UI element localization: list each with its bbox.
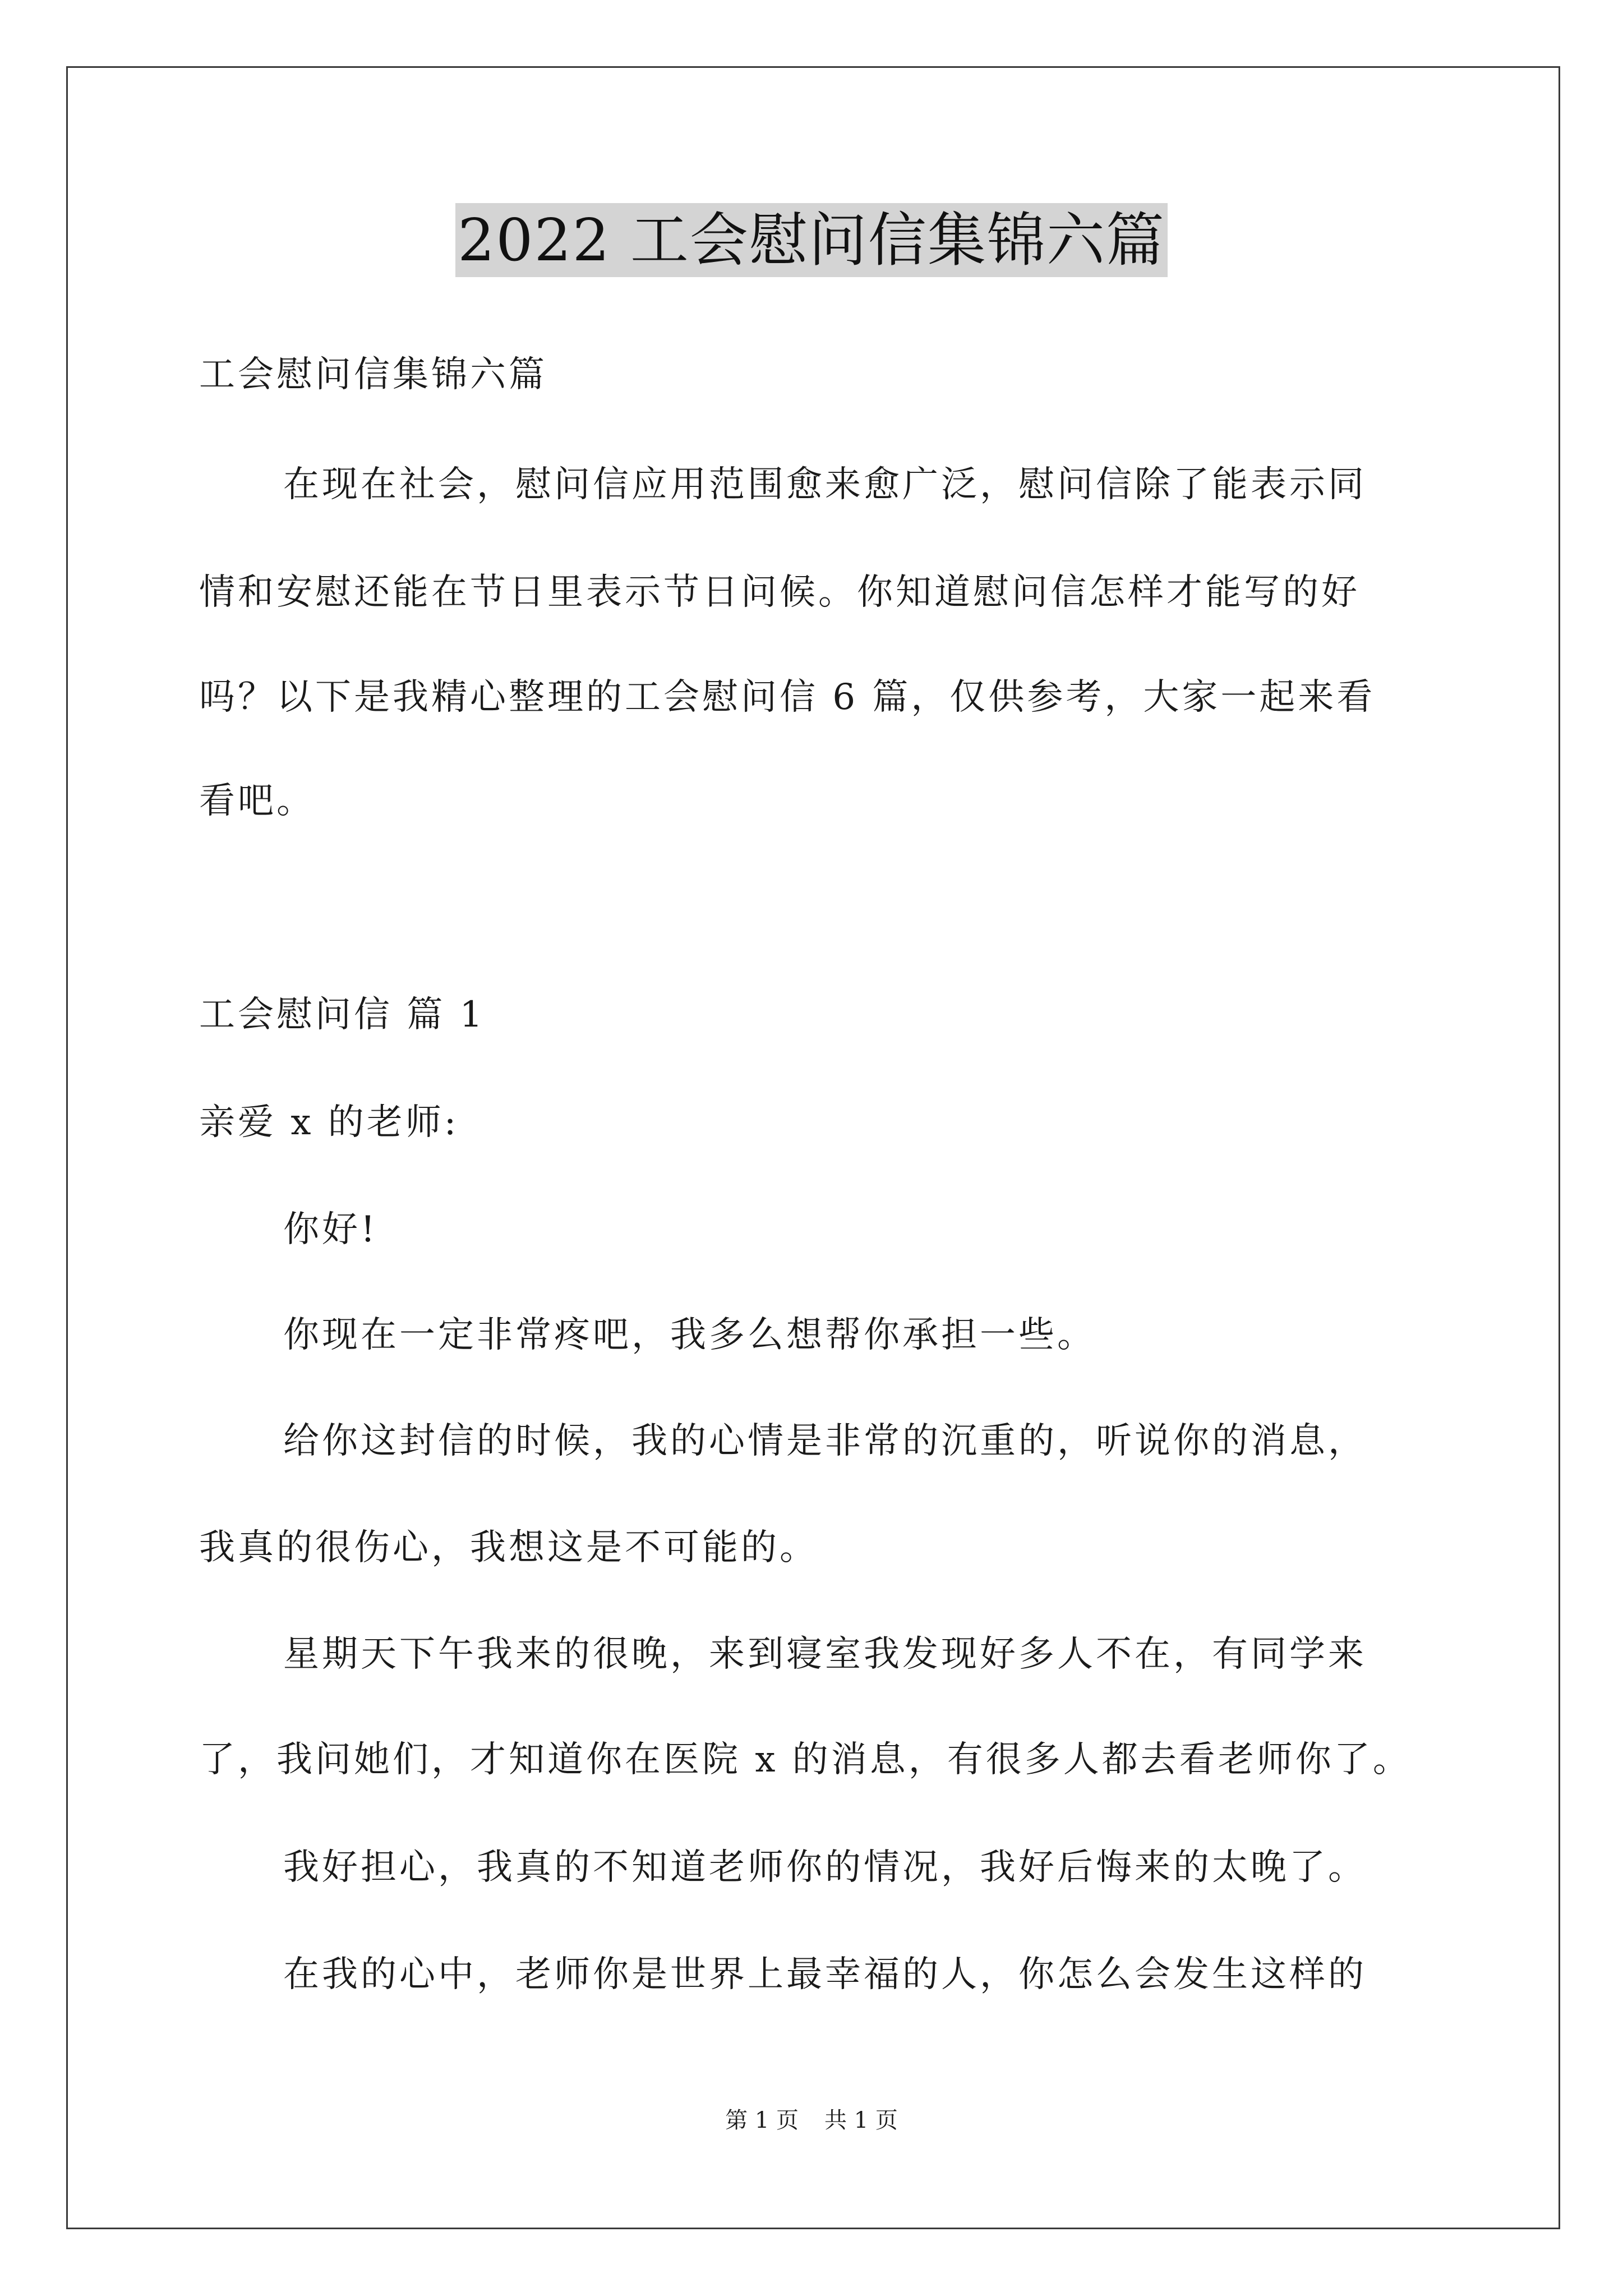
letter-body-line: 星期天下午我来的很晚，来到寝室我发现好多人不在，有同学来	[283, 1634, 1367, 1675]
letter-body-line: 在我的心中，老师你是世界上最幸福的人，你怎么会发生这样的	[283, 1954, 1367, 1995]
letter-body-line: 了，我问她们，才知道你在医院 x 的消息，有很多人都去看老师你了。	[199, 1739, 1412, 1780]
letter-greeting: 你好!	[283, 1209, 378, 1250]
letter-body-line: 我真的很伤心，我想这是不可能的。	[199, 1527, 818, 1568]
intro-line: 在现在社会，慰问信应用范围愈来愈广泛，慰问信除了能表示同	[283, 464, 1367, 505]
page-footer	[0, 2106, 1623, 2134]
section-heading: 工会慰问信 篇 1	[199, 994, 486, 1036]
letter-body-line: 我好担心，我真的不知道老师你的情况，我好后悔来的太晚了。	[283, 1847, 1367, 1888]
document-subtitle: 工会慰问信集锦六篇	[199, 354, 547, 395]
page-number: 第 1 页	[725, 2108, 799, 2133]
intro-line: 吗？以下是我精心整理的工会慰问信 6 篇，仅供参考，大家一起来看	[199, 677, 1376, 718]
letter-body-line: 给你这封信的时候，我的心情是非常的沉重的，听说你的消息，	[283, 1420, 1367, 1462]
intro-line: 看吧。	[199, 780, 315, 822]
letter-body-line: 你现在一定非常疼吧，我多么想帮你承担一些。	[283, 1314, 1096, 1356]
intro-line: 情和安慰还能在节日里表示节日问候。你知道慰问信怎样才能写的好	[199, 572, 1360, 613]
title-container	[0, 203, 1623, 277]
document-title: 2022 工会慰问信集锦六篇	[455, 203, 1168, 277]
letter-salutation: 亲爱 x 的老师:	[199, 1102, 459, 1143]
page-total: 共 1 页	[824, 2108, 898, 2133]
